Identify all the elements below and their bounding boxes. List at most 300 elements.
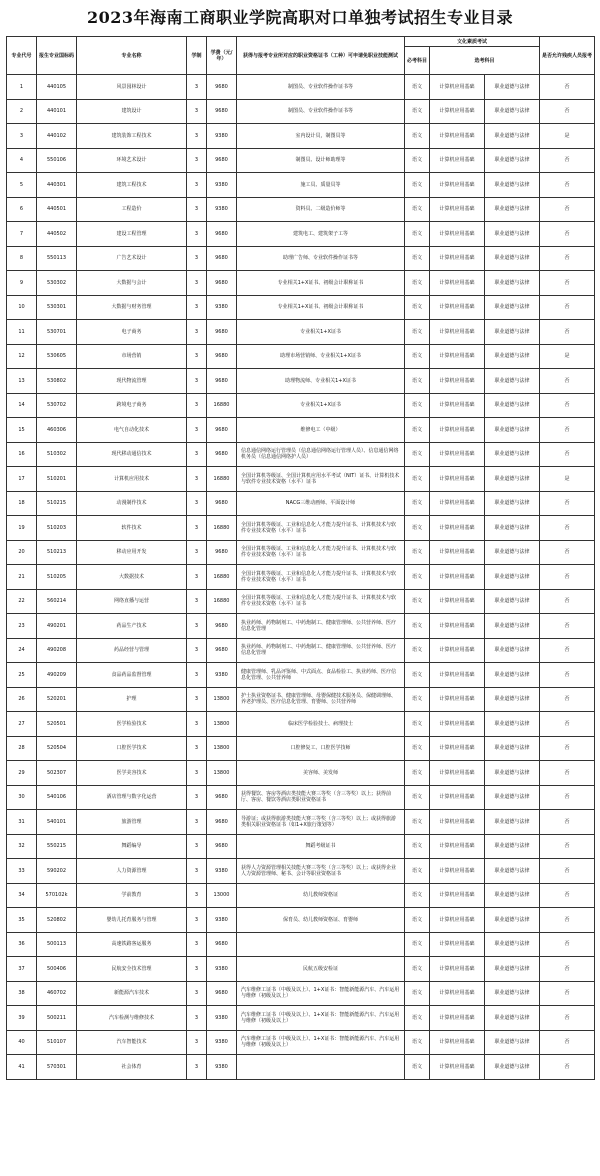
cell-elective-1: 计算机应用基础 — [430, 859, 485, 884]
header-elective: 选考科目 — [430, 47, 540, 75]
cell-major-name: 建筑装饰工程技术 — [77, 124, 187, 149]
table-row — [7, 393, 595, 418]
cell-certificate: 专业相关1+X证书、初级会计职称证书 — [237, 271, 405, 296]
cell-seq: 18 — [7, 491, 37, 516]
cell-required-subject: 语文 — [405, 908, 430, 933]
cell-code: 510201 — [37, 467, 77, 492]
cell-disabled-allowed: 是 — [540, 344, 595, 369]
cell-fee: 9380 — [207, 908, 237, 933]
cell-code: 530702 — [37, 393, 77, 418]
cell-years: 3 — [187, 369, 207, 394]
cell-major-name: 大数据与会计 — [77, 271, 187, 296]
cell-major-name: 环境艺术设计 — [77, 148, 187, 173]
cell-fee: 13800 — [207, 736, 237, 761]
cell-major-name: 现代物流管理 — [77, 369, 187, 394]
cell-code: 510205 — [37, 565, 77, 590]
cell-required-subject: 语文 — [405, 712, 430, 737]
page-title: 2023年海南工商职业学院高职对口单独考试招生专业目录 — [86, 8, 514, 27]
cell-code: 530302 — [37, 271, 77, 296]
cell-years: 3 — [187, 687, 207, 712]
cell-elective-2: 职业道德与法律 — [485, 761, 540, 786]
header-disabled: 是否允许残疾人员报考 — [540, 37, 595, 75]
cell-elective-1: 计算机应用基础 — [430, 810, 485, 835]
cell-elective-1: 计算机应用基础 — [430, 761, 485, 786]
cell-years: 3 — [187, 614, 207, 639]
cell-elective-1: 计算机应用基础 — [430, 540, 485, 565]
cell-certificate: 全国计算机等级证、工业和信息化人才能力提升证书、计算机技术与软件专业技术资格（水平）证书 — [237, 540, 405, 565]
cell-disabled-allowed: 否 — [540, 614, 595, 639]
table-row — [7, 516, 595, 541]
table-row — [7, 565, 595, 590]
cell-required-subject: 语文 — [405, 981, 430, 1006]
cell-seq: 30 — [7, 785, 37, 810]
cell-code: 520201 — [37, 687, 77, 712]
cell-disabled-allowed: 否 — [540, 736, 595, 761]
cell-seq: 35 — [7, 908, 37, 933]
cell-disabled-allowed: 否 — [540, 810, 595, 835]
cell-major-name: 工程造价 — [77, 197, 187, 222]
cell-major-name: 大数据技术 — [77, 565, 187, 590]
cell-code: 590202 — [37, 859, 77, 884]
cell-code: 440502 — [37, 222, 77, 247]
cell-certificate: 幼儿教师资格证 — [237, 883, 405, 908]
cell-elective-2: 职业道德与法律 — [485, 834, 540, 859]
cell-code: 500113 — [37, 932, 77, 957]
cell-certificate: 专业相关1+X证书、初级会计职称证书 — [237, 295, 405, 320]
cell-seq: 5 — [7, 173, 37, 198]
cell-major-name: 护理 — [77, 687, 187, 712]
table-row — [7, 540, 595, 565]
cell-fee: 16880 — [207, 516, 237, 541]
table-row — [7, 222, 595, 247]
header-cert: 获得与报考专业所对应的职业资格证书（工种）可申请免职业技能测试 — [237, 37, 405, 75]
cell-major-name: 药品经营与管理 — [77, 638, 187, 663]
cell-fee: 13800 — [207, 687, 237, 712]
cell-seq: 15 — [7, 418, 37, 443]
cell-years: 3 — [187, 516, 207, 541]
cell-fee: 9680 — [207, 222, 237, 247]
cell-certificate: 导游证；或获得旅游类技能大赛三等奖（含三等奖）以上；或获得旅游类相关职业资格证书（如1+X旅行策划等） — [237, 810, 405, 835]
cell-elective-1: 计算机应用基础 — [430, 418, 485, 443]
cell-code: 510213 — [37, 540, 77, 565]
cell-code: 520501 — [37, 712, 77, 737]
table-row — [7, 1055, 595, 1080]
cell-elective-1: 计算机应用基础 — [430, 99, 485, 124]
cell-years: 3 — [187, 540, 207, 565]
cell-major-name: 风景园林设计 — [77, 75, 187, 100]
cell-elective-1: 计算机应用基础 — [430, 393, 485, 418]
cell-elective-1: 计算机应用基础 — [430, 736, 485, 761]
cell-disabled-allowed: 是 — [540, 124, 595, 149]
cell-code: 440102 — [37, 124, 77, 149]
cell-elective-1: 计算机应用基础 — [430, 1055, 485, 1080]
cell-elective-1: 计算机应用基础 — [430, 491, 485, 516]
cell-elective-2: 职业道德与法律 — [485, 1030, 540, 1055]
cell-fee: 9380 — [207, 1055, 237, 1080]
cell-elective-2: 职业道德与法律 — [485, 957, 540, 982]
cell-major-name: 软件技术 — [77, 516, 187, 541]
cell-required-subject: 语文 — [405, 295, 430, 320]
cell-code: 570301 — [37, 1055, 77, 1080]
table-row — [7, 981, 595, 1006]
cell-seq: 31 — [7, 810, 37, 835]
cell-elective-1: 计算机应用基础 — [430, 687, 485, 712]
cell-required-subject: 语文 — [405, 369, 430, 394]
cell-certificate: 执业药师、药物制剂工、中药炮制工、健康管理师、公共营养师、医疗信息化管理 — [237, 638, 405, 663]
cell-certificate: 获得人力资源管理相关技能大赛三等奖（含三等奖）以上；或获得企业人力资源管理师、秘书、会计等职业资格证书 — [237, 859, 405, 884]
cell-elective-1: 计算机应用基础 — [430, 1030, 485, 1055]
cell-seq: 1 — [7, 75, 37, 100]
cell-fee: 9680 — [207, 271, 237, 296]
cell-code: 502307 — [37, 761, 77, 786]
cell-years: 3 — [187, 883, 207, 908]
cell-required-subject: 语文 — [405, 957, 430, 982]
cell-fee: 16880 — [207, 565, 237, 590]
table-row — [7, 75, 595, 100]
cell-code: 440501 — [37, 197, 77, 222]
cell-fee: 16880 — [207, 589, 237, 614]
cell-major-name: 酒店管理与数字化运营 — [77, 785, 187, 810]
cell-disabled-allowed: 否 — [540, 785, 595, 810]
cell-fee: 9680 — [207, 369, 237, 394]
cell-disabled-allowed: 否 — [540, 99, 595, 124]
cell-years: 3 — [187, 859, 207, 884]
table-row — [7, 589, 595, 614]
table-row — [7, 148, 595, 173]
cell-certificate: 助理广告师、专业软件操作证书等 — [237, 246, 405, 271]
cell-elective-2: 职业道德与法律 — [485, 222, 540, 247]
cell-seq: 20 — [7, 540, 37, 565]
cell-elective-2: 职业道德与法律 — [485, 859, 540, 884]
cell-elective-1: 计算机应用基础 — [430, 369, 485, 394]
cell-major-name: 药品生产技术 — [77, 614, 187, 639]
table-row — [7, 859, 595, 884]
cell-years: 3 — [187, 124, 207, 149]
cell-years: 3 — [187, 981, 207, 1006]
cell-disabled-allowed: 否 — [540, 687, 595, 712]
cell-major-name: 高速铁路客运服务 — [77, 932, 187, 957]
cell-required-subject: 语文 — [405, 467, 430, 492]
cell-required-subject: 语文 — [405, 222, 430, 247]
admissions-table — [6, 36, 595, 1080]
cell-certificate: 全国计算机等级证、全国计算机应用水平考试（NIT）证书、计算机技术与软件专业技术资格（水平）证书 — [237, 467, 405, 492]
cell-certificate: 美容师、美发师 — [237, 761, 405, 786]
cell-major-name: 移动应用开发 — [77, 540, 187, 565]
cell-years: 3 — [187, 173, 207, 198]
cell-elective-2: 职业道德与法律 — [485, 736, 540, 761]
table-row — [7, 883, 595, 908]
cell-seq: 2 — [7, 99, 37, 124]
cell-code: 510302 — [37, 442, 77, 467]
cell-fee: 9680 — [207, 148, 237, 173]
cell-required-subject: 语文 — [405, 1006, 430, 1031]
cell-required-subject: 语文 — [405, 883, 430, 908]
cell-certificate: 舞蹈考级证书 — [237, 834, 405, 859]
cell-fee: 9380 — [207, 124, 237, 149]
cell-elective-1: 计算机应用基础 — [430, 124, 485, 149]
cell-elective-1: 计算机应用基础 — [430, 712, 485, 737]
cell-elective-1: 计算机应用基础 — [430, 516, 485, 541]
cell-required-subject: 语文 — [405, 565, 430, 590]
cell-required-subject: 语文 — [405, 75, 430, 100]
cell-years: 3 — [187, 442, 207, 467]
cell-major-name: 旅游管理 — [77, 810, 187, 835]
cell-elective-1: 计算机应用基础 — [430, 957, 485, 982]
cell-code: 460702 — [37, 981, 77, 1006]
cell-required-subject: 语文 — [405, 246, 430, 271]
cell-seq: 13 — [7, 369, 37, 394]
table-row — [7, 1006, 595, 1031]
cell-years: 3 — [187, 589, 207, 614]
cell-required-subject: 语文 — [405, 148, 430, 173]
cell-code: 520504 — [37, 736, 77, 761]
cell-required-subject: 语文 — [405, 516, 430, 541]
cell-code: 550106 — [37, 148, 77, 173]
cell-disabled-allowed: 否 — [540, 418, 595, 443]
cell-certificate: 保育员、幼儿教师资格证、育婴师 — [237, 908, 405, 933]
table-row — [7, 173, 595, 198]
cell-fee: 9380 — [207, 1030, 237, 1055]
cell-seq: 26 — [7, 687, 37, 712]
cell-fee: 13000 — [207, 883, 237, 908]
cell-code: 500406 — [37, 957, 77, 982]
table-row — [7, 614, 595, 639]
cell-required-subject: 语文 — [405, 540, 430, 565]
cell-major-name: 学前教育 — [77, 883, 187, 908]
cell-disabled-allowed: 否 — [540, 1030, 595, 1055]
table-row — [7, 957, 595, 982]
cell-major-name: 建筑设计 — [77, 99, 187, 124]
table-row — [7, 761, 595, 786]
cell-elective-2: 职业道德与法律 — [485, 320, 540, 345]
cell-seq: 25 — [7, 663, 37, 688]
cell-elective-2: 职业道德与法律 — [485, 1055, 540, 1080]
cell-elective-1: 计算机应用基础 — [430, 344, 485, 369]
cell-years: 3 — [187, 320, 207, 345]
cell-seq: 6 — [7, 197, 37, 222]
cell-fee: 9380 — [207, 1006, 237, 1031]
cell-major-name: 电气自动化技术 — [77, 418, 187, 443]
table-row — [7, 271, 595, 296]
cell-years: 3 — [187, 197, 207, 222]
table-row — [7, 687, 595, 712]
cell-seq: 24 — [7, 638, 37, 663]
cell-disabled-allowed: 否 — [540, 442, 595, 467]
cell-elective-2: 职业道德与法律 — [485, 516, 540, 541]
cell-required-subject: 语文 — [405, 589, 430, 614]
cell-seq: 33 — [7, 859, 37, 884]
cell-certificate: 施工员、质量员等 — [237, 173, 405, 198]
table-row — [7, 834, 595, 859]
cell-fee: 9680 — [207, 638, 237, 663]
cell-fee: 9380 — [207, 295, 237, 320]
cell-years: 3 — [187, 638, 207, 663]
cell-required-subject: 语文 — [405, 393, 430, 418]
header-seq: 专业代号 — [7, 37, 37, 75]
cell-disabled-allowed: 否 — [540, 663, 595, 688]
cell-major-name: 计算机应用技术 — [77, 467, 187, 492]
cell-elective-1: 计算机应用基础 — [430, 442, 485, 467]
cell-major-name: 舞蹈编导 — [77, 834, 187, 859]
cell-required-subject: 语文 — [405, 687, 430, 712]
table-row — [7, 785, 595, 810]
cell-required-subject: 语文 — [405, 1030, 430, 1055]
cell-elective-2: 职业道德与法律 — [485, 981, 540, 1006]
cell-certificate: NACG三维动画师、平面设计师 — [237, 491, 405, 516]
cell-elective-2: 职业道德与法律 — [485, 810, 540, 835]
table-row — [7, 736, 595, 761]
cell-disabled-allowed: 否 — [540, 589, 595, 614]
cell-required-subject: 语文 — [405, 320, 430, 345]
cell-fee: 9680 — [207, 418, 237, 443]
cell-disabled-allowed: 否 — [540, 883, 595, 908]
cell-fee: 9380 — [207, 957, 237, 982]
cell-required-subject: 语文 — [405, 442, 430, 467]
cell-years: 3 — [187, 295, 207, 320]
cell-seq: 16 — [7, 442, 37, 467]
cell-code: 530605 — [37, 344, 77, 369]
table-row — [7, 491, 595, 516]
cell-required-subject: 语文 — [405, 418, 430, 443]
cell-elective-2: 职业道德与法律 — [485, 491, 540, 516]
cell-seq: 7 — [7, 222, 37, 247]
cell-fee: 9380 — [207, 859, 237, 884]
cell-required-subject: 语文 — [405, 491, 430, 516]
cell-seq: 29 — [7, 761, 37, 786]
cell-disabled-allowed: 否 — [540, 222, 595, 247]
cell-years: 3 — [187, 393, 207, 418]
cell-elective-1: 计算机应用基础 — [430, 197, 485, 222]
cell-seq: 28 — [7, 736, 37, 761]
cell-certificate: 全国计算机等级证、工业和信息化人才能力提升证书、计算机技术与软件专业技术资格（水平）证书 — [237, 589, 405, 614]
cell-years: 3 — [187, 810, 207, 835]
cell-seq: 4 — [7, 148, 37, 173]
cell-disabled-allowed: 否 — [540, 712, 595, 737]
cell-disabled-allowed: 否 — [540, 148, 595, 173]
cell-certificate: 信息通信网络运行管理员（信息通信网络运行管理人员）、信息通信网络机务员（信息通信网络护人员） — [237, 442, 405, 467]
cell-elective-2: 职业道德与法律 — [485, 883, 540, 908]
cell-fee: 9680 — [207, 540, 237, 565]
cell-required-subject: 语文 — [405, 834, 430, 859]
cell-seq: 38 — [7, 981, 37, 1006]
cell-elective-1: 计算机应用基础 — [430, 565, 485, 590]
header-name: 专业名称 — [77, 37, 187, 75]
cell-disabled-allowed: 否 — [540, 565, 595, 590]
table-row — [7, 246, 595, 271]
cell-elective-2: 职业道德与法律 — [485, 467, 540, 492]
cell-code: 490208 — [37, 638, 77, 663]
cell-major-name: 市场营销 — [77, 344, 187, 369]
cell-elective-2: 职业道德与法律 — [485, 418, 540, 443]
cell-code: 510203 — [37, 516, 77, 541]
cell-disabled-allowed: 否 — [540, 859, 595, 884]
cell-certificate: 全国计算机等级证、工业和信息化人才能力提升证书、计算机技术与软件专业技术资格（水平）证书 — [237, 565, 405, 590]
cell-certificate: 汽车维修工证书（中级及以上）、1+X证书：智能新能源汽车、汽车运用与维修（初级及以上） — [237, 1030, 405, 1055]
cell-major-name: 汽车智能技术 — [77, 1030, 187, 1055]
table-row — [7, 320, 595, 345]
cell-elective-2: 职业道德与法律 — [485, 687, 540, 712]
cell-disabled-allowed: 否 — [540, 761, 595, 786]
cell-elective-2: 职业道德与法律 — [485, 565, 540, 590]
cell-certificate: 护士执业资格证书、健康管理师、母婴保健技术服务员、保健调理师、养老护理员、医疗信息化管理、育婴师、公共营养师 — [237, 687, 405, 712]
cell-code: 550215 — [37, 834, 77, 859]
cell-fee: 16880 — [207, 467, 237, 492]
cell-required-subject: 语文 — [405, 761, 430, 786]
cell-elective-2: 职业道德与法律 — [485, 663, 540, 688]
cell-code: 560214 — [37, 589, 77, 614]
cell-years: 3 — [187, 1030, 207, 1055]
cell-fee: 9680 — [207, 442, 237, 467]
cell-elective-1: 计算机应用基础 — [430, 75, 485, 100]
cell-elective-2: 职业道德与法律 — [485, 99, 540, 124]
cell-elective-2: 职业道德与法律 — [485, 148, 540, 173]
cell-code: 550113 — [37, 246, 77, 271]
cell-certificate: 民航五级安检证 — [237, 957, 405, 982]
cell-years: 3 — [187, 75, 207, 100]
cell-elective-1: 计算机应用基础 — [430, 614, 485, 639]
cell-required-subject: 语文 — [405, 271, 430, 296]
cell-code: 440101 — [37, 99, 77, 124]
table-row — [7, 908, 595, 933]
cell-required-subject: 语文 — [405, 810, 430, 835]
cell-required-subject: 语文 — [405, 785, 430, 810]
cell-fee: 13800 — [207, 761, 237, 786]
cell-disabled-allowed: 否 — [540, 957, 595, 982]
cell-elective-2: 职业道德与法律 — [485, 442, 540, 467]
cell-major-name: 网络直播与运营 — [77, 589, 187, 614]
cell-elective-1: 计算机应用基础 — [430, 467, 485, 492]
cell-fee: 9680 — [207, 932, 237, 957]
cell-disabled-allowed: 否 — [540, 540, 595, 565]
cell-disabled-allowed: 否 — [540, 1055, 595, 1080]
cell-code: 570102k — [37, 883, 77, 908]
cell-major-name: 民航安全技术管理 — [77, 957, 187, 982]
cell-fee: 9680 — [207, 344, 237, 369]
cell-elective-1: 计算机应用基础 — [430, 148, 485, 173]
cell-elective-2: 职业道德与法律 — [485, 908, 540, 933]
cell-disabled-allowed: 否 — [540, 908, 595, 933]
cell-years: 3 — [187, 271, 207, 296]
table-row — [7, 369, 595, 394]
cell-years: 3 — [187, 785, 207, 810]
cell-years: 3 — [187, 467, 207, 492]
cell-elective-2: 职业道德与法律 — [485, 712, 540, 737]
cell-years: 3 — [187, 908, 207, 933]
cell-fee: 16880 — [207, 393, 237, 418]
cell-code: 500211 — [37, 1006, 77, 1031]
cell-fee: 9680 — [207, 320, 237, 345]
cell-elective-2: 职业道德与法律 — [485, 124, 540, 149]
cell-disabled-allowed: 否 — [540, 932, 595, 957]
cell-required-subject: 语文 — [405, 663, 430, 688]
cell-seq: 22 — [7, 589, 37, 614]
cell-code: 530301 — [37, 295, 77, 320]
cell-elective-2: 职业道德与法律 — [485, 197, 540, 222]
cell-elective-2: 职业道德与法律 — [485, 589, 540, 614]
cell-code: 530701 — [37, 320, 77, 345]
cell-certificate: 全国计算机等级证、工业和信息化人才能力提升证书、计算机技术与软件专业技术资格（水平）证书 — [237, 516, 405, 541]
cell-years: 3 — [187, 99, 207, 124]
cell-required-subject: 语文 — [405, 124, 430, 149]
cell-elective-1: 计算机应用基础 — [430, 246, 485, 271]
cell-code: 510215 — [37, 491, 77, 516]
cell-elective-2: 职业道德与法律 — [485, 369, 540, 394]
cell-elective-1: 计算机应用基础 — [430, 663, 485, 688]
cell-years: 3 — [187, 1006, 207, 1031]
cell-fee: 9680 — [207, 491, 237, 516]
cell-seq: 3 — [7, 124, 37, 149]
cell-elective-2: 职业道德与法律 — [485, 1006, 540, 1031]
